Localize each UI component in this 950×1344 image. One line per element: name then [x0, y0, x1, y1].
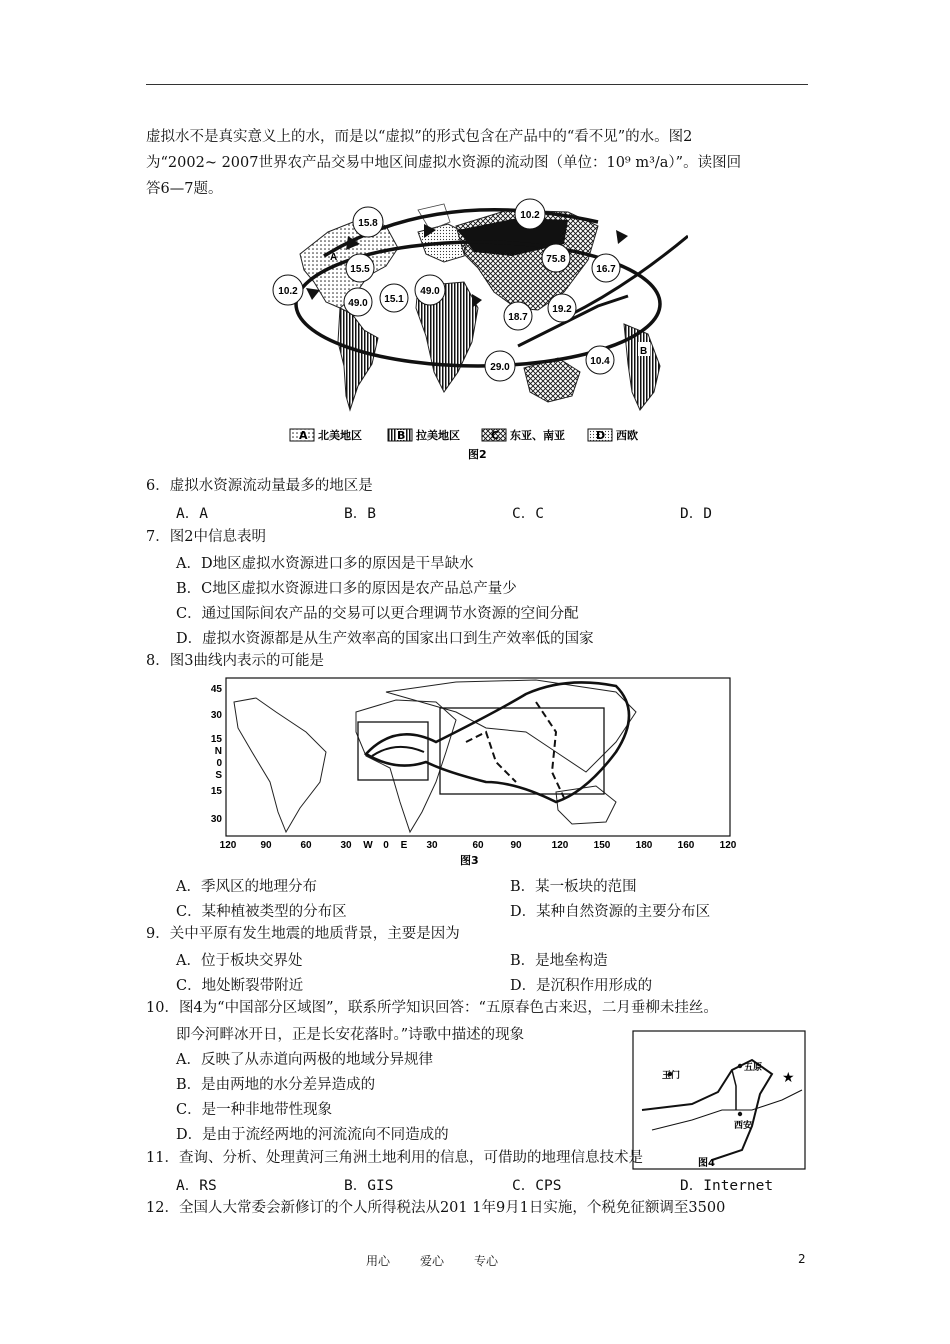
q10-stem-2: 即今河畔冰开日，正是长安花落时。”诗歌中描述的现象: [176, 1027, 525, 1043]
lon-tick: 60: [300, 840, 312, 851]
lat-tick: S: [215, 770, 222, 781]
lat-tick: N: [214, 746, 222, 757]
svg-text:15.5: 15.5: [350, 264, 370, 275]
svg-text:10.2: 10.2: [278, 286, 298, 297]
q11-option-d[interactable]: D．Internet: [680, 1178, 774, 1194]
svg-text:拉美地区: 拉美地区: [416, 429, 460, 442]
lon-tick: 90: [510, 840, 522, 851]
footer-motto-2: 爱心: [420, 1254, 445, 1268]
svg-text:10.4: 10.4: [590, 356, 610, 367]
lon-tick: 150: [593, 840, 611, 851]
q10-stem-1: 10．图4为“中国部分区域图”，联系所学知识回答：“五原春色古来迟，二月垂柳未挂丝。: [146, 1000, 718, 1016]
figure-2-map: [268, 196, 688, 464]
q9-stem: 9．关中平原有发生地震的地质背景，主要是因为: [146, 926, 460, 942]
figure-3-map: [196, 672, 746, 868]
label-xian: 西安: [734, 1121, 753, 1131]
q8-option-c[interactable]: C．某种植被类型的分布区: [176, 904, 347, 920]
svg-text:18.7: 18.7: [508, 312, 528, 323]
region-letter-a: A: [330, 252, 338, 263]
figure-2-caption: 图2: [468, 448, 487, 461]
bubble: [586, 346, 614, 374]
figure-3-caption: 图3: [460, 854, 479, 867]
lon-tick: 90: [260, 840, 272, 851]
bubble: [415, 275, 445, 305]
intro-line-1: 虚拟水不是真实意义上的水，而是以“虚拟”的形式包含在产品中的“看不见”的水。图2: [146, 129, 693, 145]
q8-option-d[interactable]: D．某种自然资源的主要分布区: [510, 904, 711, 920]
q10-option-b[interactable]: B．是由两地的水分差异造成的: [176, 1077, 376, 1093]
figure-4-caption: 图4: [698, 1158, 715, 1169]
svg-text:西欧: 西欧: [616, 429, 638, 442]
region-letter-b: B: [640, 346, 648, 357]
bubble: [353, 207, 383, 237]
lat-tick: 30: [210, 710, 222, 721]
svg-text:49.0: 49.0: [348, 298, 368, 309]
bubble: [592, 254, 620, 282]
svg-text:A: A: [299, 429, 308, 442]
svg-text:B: B: [397, 429, 406, 442]
svg-text:75.8: 75.8: [546, 254, 566, 265]
bubble: [346, 254, 374, 282]
lon-tick: W: [363, 840, 373, 851]
q6-option-c[interactable]: C．C: [512, 506, 544, 522]
header-rule: [146, 84, 808, 85]
bubble: [273, 275, 303, 305]
star-icon: ★: [782, 1070, 795, 1086]
q6-option-b[interactable]: B．B: [344, 506, 376, 522]
bubble: [515, 199, 545, 229]
lon-tick: 0: [383, 840, 389, 851]
footer-motto-1: 用心: [366, 1254, 391, 1268]
q7-option-c[interactable]: C．通过国际间农产品的交易可以更合理调节水资源的空间分配: [176, 606, 579, 622]
q6-option-a[interactable]: A．A: [176, 506, 208, 522]
lon-tick: 180: [635, 840, 653, 851]
bubble: [504, 302, 532, 330]
bubble: [548, 294, 576, 322]
q9-option-b[interactable]: B．是地垒构造: [510, 953, 608, 969]
lon-tick: 120: [219, 840, 237, 851]
q9-option-d[interactable]: D．是沉积作用形成的: [510, 978, 653, 994]
lon-tick: 60: [472, 840, 484, 851]
figure-4-map: [632, 1030, 806, 1170]
q6-option-d[interactable]: D．D: [680, 506, 712, 522]
svg-text:19.2: 19.2: [552, 304, 572, 315]
q10-option-d[interactable]: D．是由于流经两地的河流流向不同造成的: [176, 1127, 449, 1143]
page-number: 2: [798, 1252, 806, 1266]
lat-tick: 15: [210, 734, 222, 745]
lon-tick: 30: [340, 840, 352, 851]
q11-option-b[interactable]: B．GIS: [344, 1178, 394, 1194]
lon-tick: 160: [677, 840, 695, 851]
svg-text:D: D: [596, 429, 606, 442]
q7-stem: 7．图2中信息表明: [146, 529, 266, 545]
svg-text:15.8: 15.8: [358, 218, 378, 229]
footer-motto-3: 专心: [474, 1254, 499, 1268]
lon-tick: E: [400, 840, 408, 851]
lon-tick: 120: [551, 840, 569, 851]
svg-text:16.7: 16.7: [596, 264, 616, 275]
bubble: [542, 244, 570, 272]
q12-stem: 12．全国人大常委会新修订的个人所得税法从201 1年9月1日实施，个税免征额调至3500: [146, 1200, 726, 1216]
q10-option-c[interactable]: C．是一种非地带性现象: [176, 1102, 333, 1118]
bubble: [344, 288, 372, 316]
q10-option-a[interactable]: A．反映了从赤道向两极的地域分异规律: [176, 1052, 433, 1068]
q9-option-c[interactable]: C．地处断裂带附近: [176, 978, 304, 994]
svg-text:29.0: 29.0: [490, 362, 510, 373]
q7-option-a[interactable]: A．D地区虚拟水资源进口多的原因是干旱缺水: [176, 556, 474, 572]
intro-line-3: 答6—7题。: [146, 181, 223, 197]
figure-2-legend: [290, 428, 638, 442]
q7-option-d[interactable]: D．虚拟水资源都是从生产效率高的国家出口到生产效率低的国家: [176, 631, 594, 647]
svg-text:10.2: 10.2: [520, 210, 540, 221]
bubble: [380, 284, 408, 312]
label-yumen: 玉门: [662, 1071, 681, 1081]
q9-option-a[interactable]: A．位于板块交界处: [176, 953, 303, 969]
q8-option-b[interactable]: B．某一板块的范围: [510, 879, 637, 895]
q8-stem: 8．图3曲线内表示的可能是: [146, 653, 324, 669]
lon-tick: 120: [719, 840, 737, 851]
bubble: [485, 351, 515, 381]
q8-option-a[interactable]: A．季风区的地理分布: [176, 879, 317, 895]
svg-text:北美地区: 北美地区: [318, 429, 362, 442]
lat-tick: 0: [216, 758, 222, 769]
q11-option-c[interactable]: C．CPS: [512, 1178, 562, 1194]
q11-stem: 11．查询、分析、处理黄河三角洲土地利用的信息，可借助的地理信息技术是: [146, 1150, 643, 1166]
svg-text:东亚、南亚: 东亚、南亚: [510, 429, 565, 442]
q6-stem: 6．虚拟水资源流动量最多的地区是: [146, 478, 373, 494]
lat-tick: 45: [210, 684, 222, 695]
lon-tick: 30: [426, 840, 438, 851]
svg-text:C: C: [491, 429, 500, 442]
lat-tick: 15: [210, 786, 222, 797]
svg-text:49.0: 49.0: [420, 286, 440, 297]
svg-text:15.1: 15.1: [384, 294, 404, 305]
q11-option-a[interactable]: A．RS: [176, 1178, 217, 1194]
label-wuyuan: 五原: [744, 1063, 763, 1073]
intro-line-2: 为“2002~ 2007世界农产品交易中地区间虚拟水资源的流动图（单位：10⁹ m³/a）”。读图回: [146, 155, 742, 171]
q7-option-b[interactable]: B．C地区虚拟水资源进口多的原因是农产品总产量少: [176, 581, 517, 597]
lat-tick: 30: [210, 814, 222, 825]
